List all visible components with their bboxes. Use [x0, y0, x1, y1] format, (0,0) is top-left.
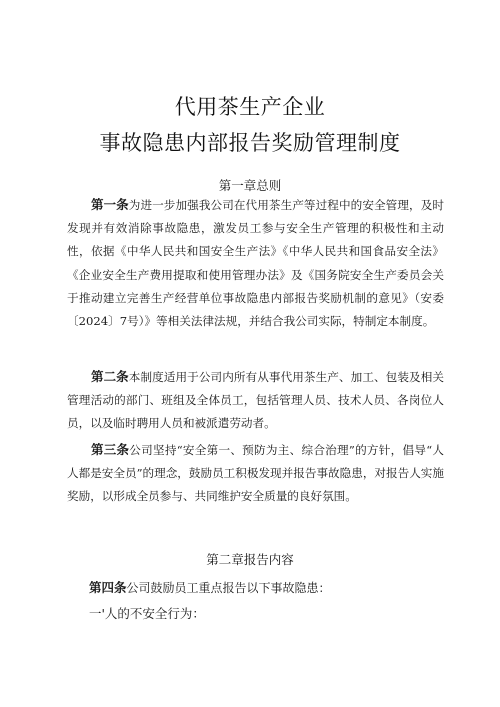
document-title-line-1: 代用茶生产企业: [174, 95, 326, 119]
article-3-lead: 第三条: [91, 442, 130, 457]
article-2-text: 本制度适用于公司内所有从事代用茶生产、加工、包装及相关管理活动的部门、班组及全体员工，包括管理人员、技术人员、各岗位人员，以及临时聘用人员和被派遣劳动者。: [67, 370, 444, 431]
article-2: [67, 365, 444, 436]
chapter-1-heading: 第一章总则: [218, 178, 282, 193]
article-2-lead: 第二条: [91, 369, 129, 384]
article-3-text: 公司坚持“安全第一、预防为主、综合治理”的方针，倡导“人人都是安全员”的理念，鼓励员工积极发现并报告事故隐患，对报告人实施奖励，以形成全员参与、共同维护安全质量的良好氛围。: [67, 443, 444, 504]
article-4: [89, 578, 331, 596]
article-3: [67, 438, 444, 509]
item-1-heading: 一'人的不安全行为：: [89, 606, 205, 621]
document-title-line-2: 事故隐患内部报告奖励管理制度: [99, 131, 401, 155]
article-1: [67, 193, 444, 333]
chapter-2-heading: 第二章报告内容: [206, 552, 294, 567]
article-4-text: 公司鼓励员工重点报告以下事故隐患：: [126, 581, 331, 595]
article-1-text: 为进一步加强我公司在代用茶生产等过程中的安全管理，及时发现并有效消除事故隐患，激发员工参与安全生产管理的积极性和主动性，依据《中华人民共和国安全生产法》《中华人民共和国食品安全法》《企业安全生产费用提取和使用管理办法》及《国务院安全生产委员会关于推动建立完善生产经营单位事故隐患内部报告奖励机制的意见》（安委〔2024〕7号）》等相关法律法规，并结合我公司实际，特制定本制度。: [67, 198, 444, 329]
article-4-lead: 第四条: [89, 580, 127, 595]
article-1-lead: 第一条: [91, 197, 129, 212]
